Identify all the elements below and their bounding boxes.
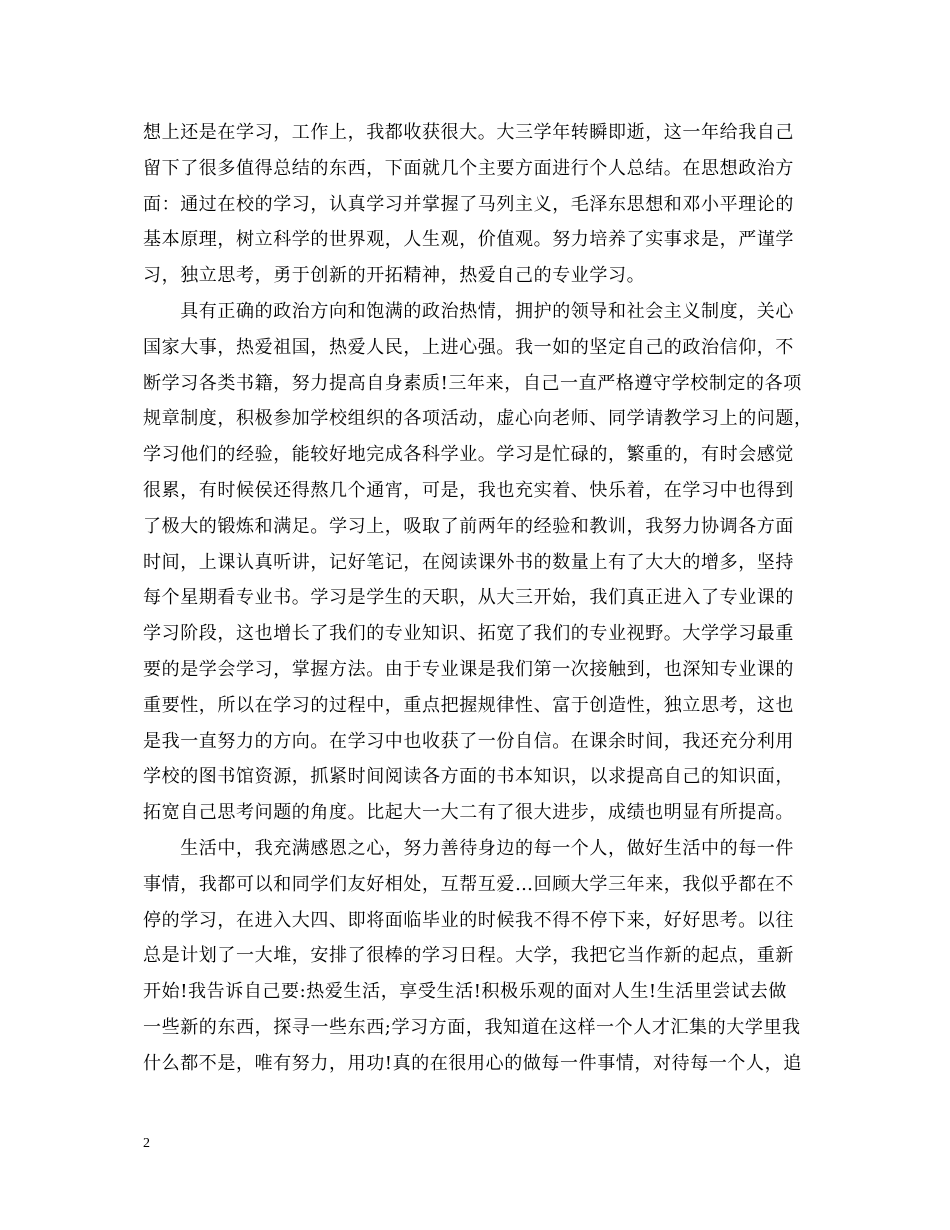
page-number: 2 <box>143 1136 150 1151</box>
text-line: 国家大事，热爱祖国，热爱人民，上进心强。我一如的坚定自己的政治信仰，不 <box>143 336 794 358</box>
text-line: 总是计划了一大堆，安排了很棒的学习日程。大学，我把它当作新的起点，重新 <box>143 945 794 967</box>
text-line: 是我一直努力的方向。在学习中也收获了一份自信。在课余时间，我还充分利用 <box>143 730 794 752</box>
text-line: 学习阶段，这也增长了我们的专业知识、拓宽了我们的专业视野。大学学习最重 <box>143 623 794 645</box>
text-line: 一些新的东西，探寻一些东西;学习方面，我知道在这样一个人才汇集的大学里我 <box>143 1016 801 1038</box>
text-line: 断学习各类书籍，努力提高自身素质!三年来，自己一直严格遵守学校制定的各项 <box>143 372 802 394</box>
text-line: 学习他们的经验，能较好地完成各科学业。学习是忙碌的，繁重的，有时会感觉 <box>143 444 794 466</box>
text-line: 停的学习，在进入大四、即将面临毕业的时候我不得不停下来，好好思考。以往 <box>143 909 794 931</box>
text-line: 学校的图书馆资源，抓紧时间阅读各方面的书本知识，以求提高自己的知识面， <box>143 766 794 788</box>
text-line: 很累，有时候侯还得熬几个通宵，可是，我也充实着、快乐着，在学习中也得到 <box>143 479 794 501</box>
text-line: 了极大的锻炼和满足。学习上，吸取了前两年的经验和教训，我努力协调各方面 <box>143 515 794 537</box>
text-line: 时间，上课认真听讲，记好笔记，在阅读课外书的数量上有了大大的增多，坚持 <box>143 551 794 573</box>
text-line: 生活中，我充满感恩之心，努力善待身边的每一个人，做好生活中的每一件 <box>143 837 794 859</box>
text-line: 具有正确的政治方向和饱满的政治热情，拥护的领导和社会主义制度，关心 <box>143 300 794 322</box>
text-line: 事情，我都可以和同学们友好相处，互帮互爱…回顾大学三年来，我似乎都在不 <box>143 873 794 895</box>
text-line: 习，独立思考，勇于创新的开拓精神，热爱自己的专业学习。 <box>143 265 646 287</box>
body-text <box>143 115 813 1082</box>
text-line: 留下了很多值得总结的东西，下面就几个主要方面进行个人总结。在思想政治方 <box>143 157 794 179</box>
text-line: 想上还是在学习，工作上，我都收获很大。大三学年转瞬即逝，这一年给我自己 <box>143 122 794 143</box>
text-line: 每个星期看专业书。学习是学生的天职，从大三开始，我们真正进入了专业课的 <box>143 587 794 609</box>
text-line: 要的是学会学习，掌握方法。由于专业课是我们第一次接触到，也深知专业课的 <box>143 658 794 680</box>
text-line: 基本原理，树立科学的世界观，人生观，价值观。努力培养了实事求是，严谨学 <box>143 229 794 251</box>
text-line: 面：通过在校的学习，认真学习并掌握了马列主义，毛泽东思想和邓小平理论的 <box>143 193 794 215</box>
text-line: 什么都不是，唯有努力，用功!真的在很用心的做每一件事情，对待每一个人，追 <box>143 1052 802 1074</box>
text-line: 开始!我告诉自己要:热爱生活，享受生活!积极乐观的面对人生!生活里尝试去做 <box>143 981 787 1003</box>
text-line: 规章制度，积极参加学校组织的各项活动，虚心向老师、同学请教学习上的问题， <box>143 408 813 430</box>
text-line: 拓宽自己思考问题的角度。比起大一大二有了很大进步，成绩也明显有所提高。 <box>143 802 794 824</box>
text-line: 重要性，所以在学习的过程中，重点把握规律性、富于创造性，独立思考，这也 <box>143 694 794 716</box>
